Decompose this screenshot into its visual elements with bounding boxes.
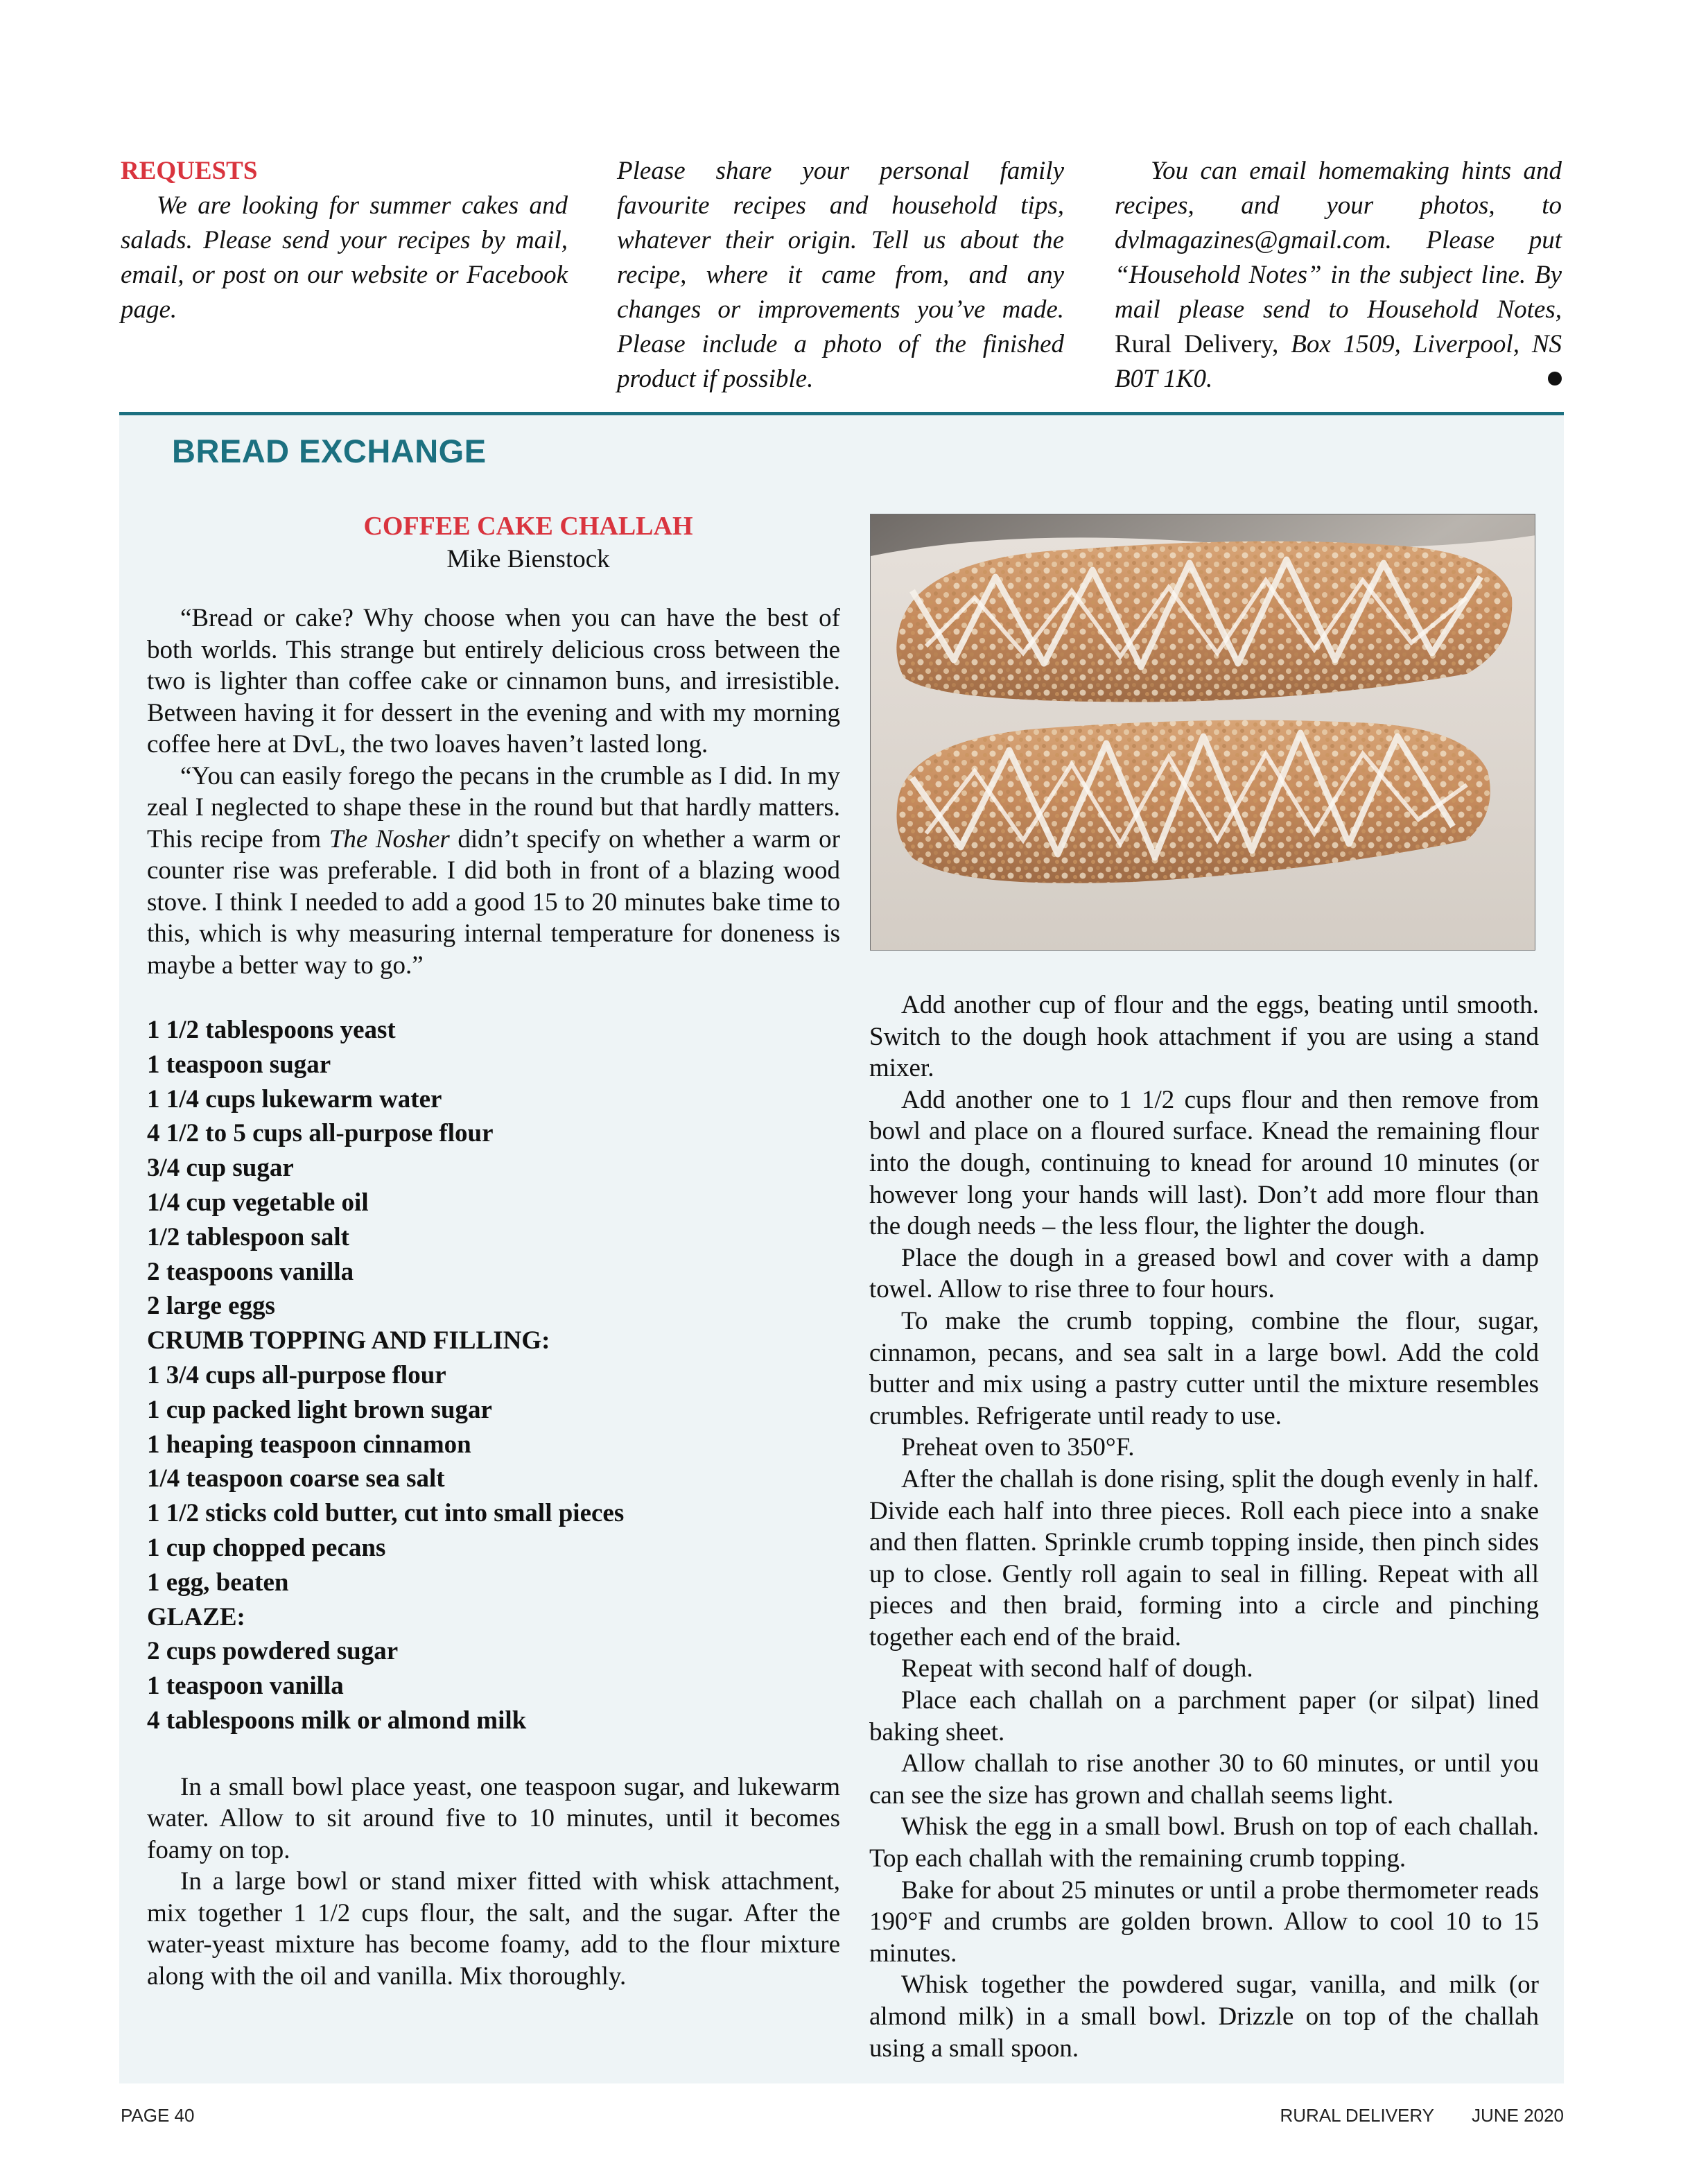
ingredient-item: 2 cups powdered sugar bbox=[147, 1637, 399, 1666]
challah-photo bbox=[870, 514, 1535, 951]
requests-paragraph-2: Please share your personal family favourite recipes and household tips, whatever their origin. Tell us about the recipe, where it came from, and any changes or improvements you’ve made. Please include a photo of the finished product if possible. bbox=[617, 157, 1064, 393]
ingredient-item: 1 cup chopped pecans bbox=[147, 1533, 386, 1562]
bread-exchange-section bbox=[119, 412, 1564, 2083]
recipe-title: COFFEE CAKE CHALLAH bbox=[363, 512, 693, 541]
requests-publication-name: Rural Delivery, bbox=[1115, 330, 1279, 358]
direction-paragraph: Whisk the egg in a small bowl. Brush on top of each challah. Top each challah with the remaining crumb topping. bbox=[869, 1812, 1539, 1873]
ingredient-item: 4 tablespoons milk or almond milk bbox=[147, 1706, 527, 1735]
footer-page-number: PAGE 40 bbox=[121, 2105, 195, 2126]
requests-paragraph-1: We are looking for summer cakes and salads. Please send your recipes by mail, email, or post on our website or Facebook page. bbox=[121, 191, 568, 324]
ingredient-item: 1 cup packed light brown sugar bbox=[147, 1395, 492, 1424]
intro-paragraph-2 bbox=[147, 761, 840, 982]
footer-date: JUNE 2020 bbox=[1472, 2105, 1564, 2126]
ingredient-item: 1 1/4 cups lukewarm water bbox=[147, 1084, 442, 1113]
requests-column-2 bbox=[617, 154, 1064, 397]
intro-paragraph-1: “Bread or cake? Why choose when you can have the best of both worlds. This strange but entirely delicious cross between the two is lighter than coffee cake or cinnamon buns, and irresistible. Between having it for dessert in the evening and with my morning coffee here at DvL, the two loaves haven’t lasted long. bbox=[147, 604, 840, 759]
direction-paragraph: In a small bowl place yeast, one teaspoon sugar, and lukewarm water. Allow to sit around five to 10 minutes, until it becomes foamy on top. bbox=[147, 1772, 840, 1864]
direction-paragraph: Bake for about 25 minutes or until a probe thermometer reads 190°F and crumbs are golden brown. Allow to cool 10 to 15 minutes. bbox=[869, 1875, 1539, 1968]
end-bullet-icon bbox=[1548, 372, 1562, 385]
footer-publication: RURAL DELIVERY bbox=[1280, 2105, 1435, 2126]
direction-paragraph: To make the crumb topping, combine the flour, sugar, cinnamon, pecans, and sea salt in a large bowl. Add the cold butter and mix using a pastry cutter until the mixture resembles crumbles. Refrigerate until ready to use. bbox=[869, 1306, 1539, 1430]
ingredient-item: 2 large eggs bbox=[147, 1292, 275, 1321]
direction-paragraph: Repeat with second half of dough. bbox=[901, 1654, 1253, 1683]
requests-heading: REQUESTS bbox=[121, 157, 258, 185]
intro-2-text-b: didn’t specify on whether a warm or counter rise was preferable. I did both in front of a blazing wood stove. I think I needed to add a good 15 to 20 minutes bake time to this, which is why measuring internal temperature for doneness is maybe a better way to go.” bbox=[147, 824, 841, 980]
ingredient-item: 1/2 tablespoon salt bbox=[147, 1222, 349, 1251]
ingredient-item: 1 teaspoon sugar bbox=[147, 1050, 331, 1079]
direction-paragraph: Add another one to 1 1/2 cups flour and then remove from bowl and place on a floured surface. Knead the remaining flour into the dough, continuing to knead for around 10 minutes (or however long your hands will last). Don’t add more flour than the dough needs – the less flour, the lighter the dough. bbox=[869, 1085, 1539, 1241]
ingredient-item: 2 teaspoons vanilla bbox=[147, 1257, 354, 1286]
requests-column-3 bbox=[1115, 154, 1562, 397]
ingredient-item: 1 egg, beaten bbox=[147, 1568, 289, 1597]
recipe-right-column bbox=[869, 989, 1539, 2064]
direction-paragraph: After the challah is done rising, split the dough evenly in half. Divide each half into three pieces. Roll each piece into a snake and then flatten. Sprinkle crumb topping inside, then pinch sides up to close. Gently roll again to seal in filling. Repeat with all pieces and then braid, forming into a circle and pinching together each end of the braid. bbox=[869, 1464, 1539, 1652]
direction-paragraph: In a large bowl or stand mixer fitted with whisk attachment, mix together 1 1/2 cups flour, the salt, and the sugar. After the water-yeast mixture has become foamy, add to the flour mixture along with the oil and vanilla. Mix thoroughly. bbox=[147, 1867, 840, 1991]
recipe-source-name: The Nosher bbox=[329, 824, 450, 853]
requests-contact-text: You can email homemaking hints and recipes, and your photos, to dvlmagazines@gmail.com. Please put “Household Notes” in the subject line. By mail please send to Household Notes, bbox=[1115, 157, 1562, 324]
direction-paragraph: Allow challah to rise another 30 to 60 minutes, or until you can see the size has grown and challah seems light. bbox=[869, 1749, 1539, 1810]
ingredient-subheading-glaze: GLAZE: bbox=[147, 1602, 245, 1631]
top-loaf bbox=[896, 541, 1512, 702]
ingredient-list bbox=[147, 1013, 840, 1738]
ingredient-item: 1/4 teaspoon coarse sea salt bbox=[147, 1464, 445, 1493]
requests-address: Box 1509, Liverpool, NS B0T 1K0. bbox=[1115, 330, 1562, 393]
ingredient-item: 1 3/4 cups all-purpose flour bbox=[147, 1360, 446, 1389]
recipe-left-column bbox=[147, 603, 840, 1992]
ingredient-item: 1 teaspoon vanilla bbox=[147, 1672, 344, 1701]
ingredient-item: 4 1/2 to 5 cups all-purpose flour bbox=[147, 1119, 494, 1148]
direction-paragraph: Place the dough in a greased bowl and cover with a damp towel. Allow to rise three to four hours. bbox=[869, 1243, 1539, 1304]
direction-paragraph: Place each challah on a parchment paper (or silpat) lined baking sheet. bbox=[869, 1686, 1539, 1747]
ingredient-item: 1 1/2 tablespoons yeast bbox=[147, 1016, 396, 1044]
intro-2-text-a: “You can easily forego the pecans in the crumble as I did. In my zeal I neglected to shape these in the round but that hardly matters. This recipe from bbox=[147, 761, 840, 853]
directions-left bbox=[147, 1771, 840, 1993]
requests-paragraph-3 bbox=[1115, 154, 1562, 397]
ingredient-item: 1/4 cup vegetable oil bbox=[147, 1188, 369, 1217]
direction-paragraph: Add another cup of flour and the eggs, beating until smooth. Switch to the dough hook attachment if you are using a stand mixer. bbox=[869, 991, 1539, 1083]
ingredient-item: 1 1/2 sticks cold butter, cut into small pieces bbox=[147, 1499, 625, 1528]
direction-paragraph: Preheat oven to 350°F. bbox=[901, 1433, 1135, 1462]
ingredient-item: 1 heaping teaspoon cinnamon bbox=[147, 1430, 471, 1459]
direction-paragraph: Whisk together the powdered sugar, vanilla, and milk (or almond milk) in a small bowl. Drizzle on top of the challah using a small spoon. bbox=[869, 1970, 1539, 2063]
requests-column-1 bbox=[121, 154, 568, 327]
footer-publication-info bbox=[1280, 2105, 1565, 2126]
recipe-author: Mike Bienstock bbox=[446, 545, 610, 573]
section-title: BREAD EXCHANGE bbox=[172, 433, 487, 469]
ingredient-item: 3/4 cup sugar bbox=[147, 1154, 294, 1183]
ingredient-subheading-crumb: CRUMB TOPPING AND FILLING: bbox=[147, 1326, 550, 1355]
